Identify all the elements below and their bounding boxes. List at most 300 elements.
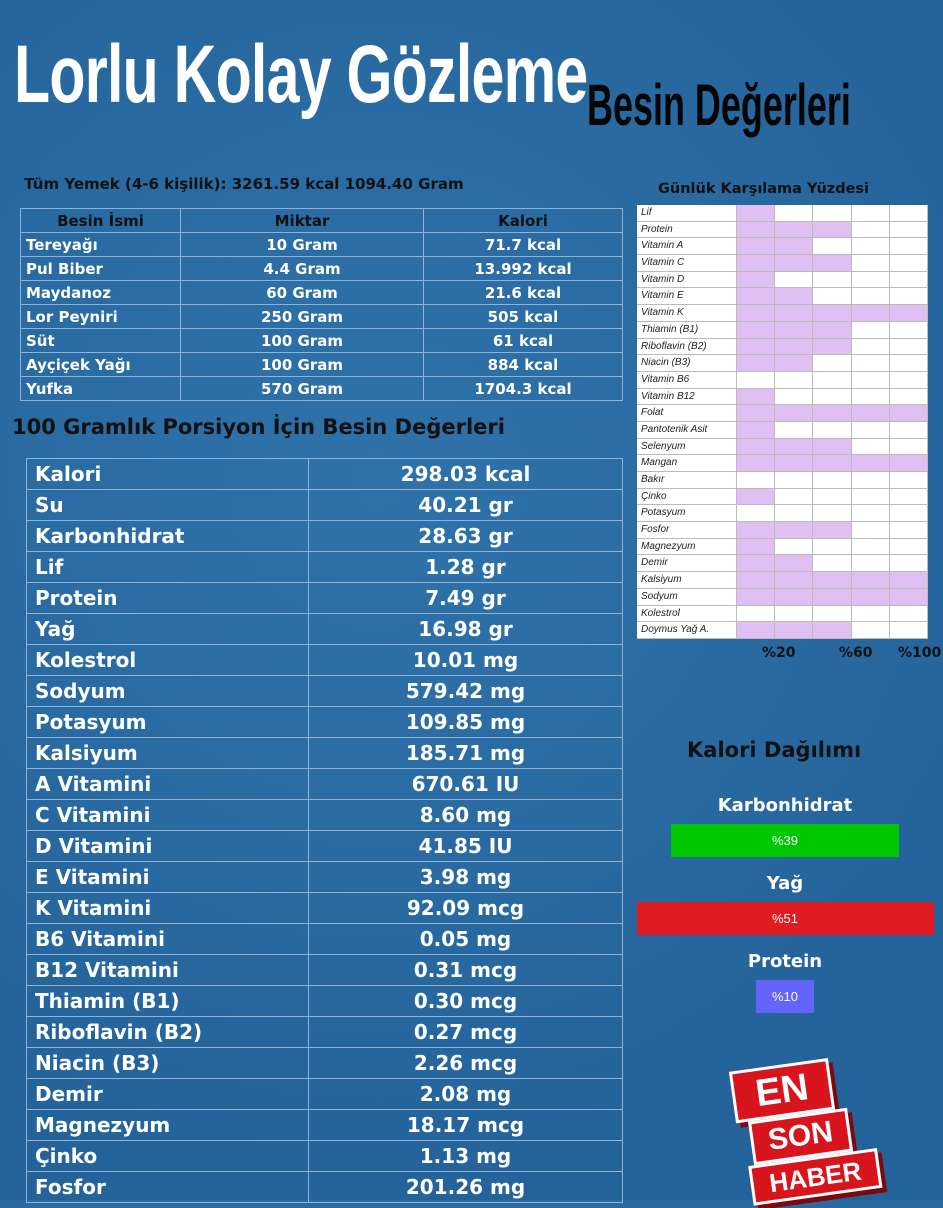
- nutrient-value: 201.26 mg: [309, 1172, 623, 1203]
- bar-segment: [737, 455, 775, 471]
- grid-cell: [852, 355, 890, 371]
- ensonhaber-logo: [721, 1052, 885, 1199]
- category-label: Folat: [637, 405, 737, 421]
- table-row: [27, 893, 623, 924]
- table-cell: Yufka: [21, 377, 181, 401]
- category-label: Mangan: [637, 455, 737, 471]
- table-cell: 61 kcal: [424, 329, 623, 353]
- table-cell: 60 Gram: [181, 281, 424, 305]
- nutrient-name: Riboflavin (B2): [27, 1017, 309, 1048]
- table-row: [27, 924, 623, 955]
- table-cell: 100 Gram: [181, 353, 424, 377]
- calorie-bar: %10: [756, 980, 814, 1013]
- grid-cell: [890, 472, 928, 488]
- nutrient-name: D Vitamini: [27, 831, 309, 862]
- nutrients-table: [26, 458, 623, 1203]
- grid-cell: [813, 205, 851, 221]
- grid-cell: [813, 389, 851, 405]
- nutrient-value: 92.09 mcg: [309, 893, 623, 924]
- chart-row: [637, 222, 928, 239]
- page-title: Lorlu Kolay Gözleme: [14, 29, 588, 120]
- bar-segment: [737, 205, 775, 221]
- table-row: [21, 353, 623, 377]
- category-label: Kolestrol: [637, 606, 737, 622]
- category-label: Riboflavin (B2): [637, 339, 737, 355]
- table-cell: 505 kcal: [424, 305, 623, 329]
- table-row: [21, 329, 623, 353]
- grid-cell: [775, 272, 813, 288]
- grid-cell: [813, 606, 851, 622]
- grid-cell: [813, 422, 851, 438]
- bar-segment: [775, 355, 813, 371]
- bar-segment: [737, 272, 775, 288]
- grid-cell: [852, 472, 890, 488]
- chart-row: [637, 288, 928, 305]
- bar-segment: [852, 589, 890, 605]
- bar-segment: [852, 405, 890, 421]
- table-row: [27, 986, 623, 1017]
- table-row: [27, 645, 623, 676]
- table-cell: Pul Biber: [21, 257, 181, 281]
- column-header: Besin İsmi: [21, 209, 181, 233]
- nutrient-value: 0.27 mcg: [309, 1017, 623, 1048]
- grid-cell: [737, 472, 775, 488]
- nutrient-name: E Vitamini: [27, 862, 309, 893]
- grid-cell: [890, 255, 928, 271]
- nutrient-name: C Vitamini: [27, 800, 309, 831]
- table-row: [27, 552, 623, 583]
- grid-cell: [852, 539, 890, 555]
- bar-segment: [775, 255, 813, 271]
- chart-row: [637, 255, 928, 272]
- nutrient-value: 16.98 gr: [309, 614, 623, 645]
- bar-label: Yağ: [766, 873, 804, 894]
- nutrient-value: 41.85 IU: [309, 831, 623, 862]
- table-row: [27, 738, 623, 769]
- nutrient-value: 0.31 mcg: [309, 955, 623, 986]
- category-label: Fosfor: [637, 522, 737, 538]
- chart-row: [637, 272, 928, 289]
- category-label: Protein: [637, 222, 737, 238]
- table-row: [27, 583, 623, 614]
- nutrient-value: 40.21 gr: [309, 490, 623, 521]
- grid-cell: [813, 288, 851, 304]
- table-cell: Ayçiçek Yağı: [21, 353, 181, 377]
- calorie-bar: %39: [671, 824, 898, 857]
- bar-segment: [852, 572, 890, 588]
- table-row: [27, 831, 623, 862]
- table-cell: Maydanoz: [21, 281, 181, 305]
- table-row: [27, 490, 623, 521]
- grid-cell: [813, 555, 851, 571]
- grid-cell: [890, 372, 928, 388]
- grid-cell: [852, 222, 890, 238]
- grid-cell: [737, 372, 775, 388]
- bar-segment: [813, 305, 851, 321]
- bar-segment: [737, 305, 775, 321]
- grid-cell: [852, 288, 890, 304]
- grid-cell: [775, 489, 813, 505]
- nutrient-name: Lif: [27, 552, 309, 583]
- grid-cell: [775, 539, 813, 555]
- nutrient-value: 1.13 mg: [309, 1141, 623, 1172]
- grid-cell: [852, 505, 890, 521]
- chart-row: [637, 606, 928, 623]
- table-row: [27, 955, 623, 986]
- chart-row: [637, 305, 928, 322]
- table-row: [27, 1141, 623, 1172]
- chart-row: [637, 372, 928, 389]
- chart-row: [637, 355, 928, 372]
- table-row: [21, 257, 623, 281]
- grid-cell: [890, 606, 928, 622]
- chart-row: [637, 555, 928, 572]
- grid-cell: [890, 205, 928, 221]
- nutrient-name: A Vitamini: [27, 769, 309, 800]
- chart-row: [637, 572, 928, 589]
- table-cell: 21.6 kcal: [424, 281, 623, 305]
- chart-row: [637, 389, 928, 406]
- grid-cell: [737, 606, 775, 622]
- grid-cell: [890, 439, 928, 455]
- nutrient-name: K Vitamini: [27, 893, 309, 924]
- grid-cell: [813, 472, 851, 488]
- nutrient-value: 0.05 mg: [309, 924, 623, 955]
- bar-segment: [813, 339, 851, 355]
- grid-cell: [852, 389, 890, 405]
- grid-cell: [775, 606, 813, 622]
- nutrient-name: Sodyum: [27, 676, 309, 707]
- chart-row: [637, 339, 928, 356]
- bar-segment: [737, 539, 775, 555]
- category-label: Vitamin K: [637, 305, 737, 321]
- nutrient-value: 18.17 mcg: [309, 1110, 623, 1141]
- chart-row: [637, 205, 928, 222]
- nutrient-name: Protein: [27, 583, 309, 614]
- nutrient-value: 2.26 mcg: [309, 1048, 623, 1079]
- category-label: Thiamin (B1): [637, 322, 737, 338]
- nutrient-value: 579.42 mg: [309, 676, 623, 707]
- table-cell: Lor Peyniri: [21, 305, 181, 329]
- grid-cell: [890, 339, 928, 355]
- grid-cell: [890, 322, 928, 338]
- bar-segment: [813, 522, 851, 538]
- grid-cell: [737, 505, 775, 521]
- table-cell: Tereyağı: [21, 233, 181, 257]
- bar-segment: [775, 405, 813, 421]
- ingredients-table: [20, 208, 623, 401]
- grid-cell: [852, 238, 890, 254]
- grid-cell: [852, 272, 890, 288]
- calorie-bar: %51: [637, 902, 934, 935]
- category-label: Magnezyum: [637, 539, 737, 555]
- table-row: [27, 800, 623, 831]
- grid-cell: [813, 372, 851, 388]
- category-label: Potasyum: [637, 505, 737, 521]
- table-row: [27, 521, 623, 552]
- bar-segment: [737, 288, 775, 304]
- table-row: [27, 614, 623, 645]
- bar-segment: [775, 322, 813, 338]
- nutrient-name: B12 Vitamini: [27, 955, 309, 986]
- grid-cell: [852, 205, 890, 221]
- category-label: Vitamin B12: [637, 389, 737, 405]
- category-label: Vitamin B6: [637, 372, 737, 388]
- category-label: Vitamin C: [637, 255, 737, 271]
- grid-cell: [813, 355, 851, 371]
- chart-row: [637, 505, 928, 522]
- nutrient-name: Kalsiyum: [27, 738, 309, 769]
- chart-row: [637, 622, 928, 639]
- table-cell: 570 Gram: [181, 377, 424, 401]
- bar-segment: [813, 405, 851, 421]
- category-label: Lif: [637, 205, 737, 221]
- bar-segment: [737, 589, 775, 605]
- bar-segment: [775, 288, 813, 304]
- table-row: [27, 707, 623, 738]
- nutrient-name: Su: [27, 490, 309, 521]
- bar-segment: [737, 555, 775, 571]
- logo-text: HABER: [748, 1148, 882, 1206]
- grid-cell: [890, 288, 928, 304]
- grid-cell: [890, 555, 928, 571]
- grid-cell: [890, 489, 928, 505]
- bar-segment: [737, 572, 775, 588]
- chart-row: [637, 455, 928, 472]
- table-row: [21, 233, 623, 257]
- column-header: Kalori: [424, 209, 623, 233]
- table-cell: Süt: [21, 329, 181, 353]
- bar-segment: [775, 305, 813, 321]
- nutrient-name: Karbonhidrat: [27, 521, 309, 552]
- table-cell: 71.7 kcal: [424, 233, 623, 257]
- nutrient-value: 2.08 mg: [309, 1079, 623, 1110]
- table-cell: 4.4 Gram: [181, 257, 424, 281]
- bar-segment: [737, 355, 775, 371]
- table-row: [21, 305, 623, 329]
- grid-cell: [775, 205, 813, 221]
- bar-segment: [775, 455, 813, 471]
- nutrient-name: Kolestrol: [27, 645, 309, 676]
- bar-segment: [737, 422, 775, 438]
- nutrient-value: 7.49 gr: [309, 583, 623, 614]
- table-cell: 10 Gram: [181, 233, 424, 257]
- bar-segment: [775, 238, 813, 254]
- bar-segment: [737, 322, 775, 338]
- grid-cell: [852, 522, 890, 538]
- nutrient-value: 670.61 IU: [309, 769, 623, 800]
- total-summary: Tüm Yemek (4-6 kişilik): 3261.59 kcal 1094.40 Gram: [24, 175, 464, 193]
- nutrient-name: Thiamin (B1): [27, 986, 309, 1017]
- table-row: [27, 1048, 623, 1079]
- nutrient-value: 10.01 mg: [309, 645, 623, 676]
- nutrient-name: Yağ: [27, 614, 309, 645]
- grid-cell: [890, 272, 928, 288]
- table-cell: 13.992 kcal: [424, 257, 623, 281]
- grid-cell: [775, 505, 813, 521]
- table-cell: 250 Gram: [181, 305, 424, 329]
- bar-label: Karbonhidrat: [717, 795, 853, 816]
- nutrient-name: Potasyum: [27, 707, 309, 738]
- bar-segment: [775, 555, 813, 571]
- table-cell: 1704.3 kcal: [424, 377, 623, 401]
- bar-segment: [737, 622, 775, 638]
- category-label: Vitamin D: [637, 272, 737, 288]
- bar-segment: [775, 222, 813, 238]
- grid-cell: [890, 389, 928, 405]
- axis-tick-label: %60: [839, 645, 873, 661]
- table-row: [27, 1110, 623, 1141]
- bar-segment: [813, 589, 851, 605]
- nutrient-value: 28.63 gr: [309, 521, 623, 552]
- table-row: [27, 769, 623, 800]
- table-cell: 100 Gram: [181, 329, 424, 353]
- bar-segment: [775, 622, 813, 638]
- chart-row: [637, 472, 928, 489]
- grid-cell: [890, 222, 928, 238]
- bar-label: Protein: [747, 951, 823, 972]
- bar-segment: [890, 455, 928, 471]
- grid-cell: [890, 522, 928, 538]
- bar-segment: [852, 305, 890, 321]
- nutrient-value: 109.85 mg: [309, 707, 623, 738]
- bar-segment: [737, 238, 775, 254]
- axis-tick-label: %100: [898, 645, 942, 661]
- nutrient-name: Çinko: [27, 1141, 309, 1172]
- page-subtitle: Besin Değerleri: [587, 73, 851, 138]
- chart-row: [637, 539, 928, 556]
- bar-segment: [813, 322, 851, 338]
- grid-cell: [813, 238, 851, 254]
- grid-cell: [890, 505, 928, 521]
- grid-cell: [852, 555, 890, 571]
- bar-segment: [737, 255, 775, 271]
- nutrient-value: 185.71 mg: [309, 738, 623, 769]
- grid-cell: [890, 355, 928, 371]
- logo-text: EN: [729, 1058, 835, 1123]
- bar-segment: [775, 522, 813, 538]
- grid-cell: [813, 505, 851, 521]
- bar-segment: [813, 439, 851, 455]
- chart-title: Günlük Karşılama Yüzdesi: [658, 181, 870, 197]
- category-label: Kalsiyum: [637, 572, 737, 588]
- bar-segment: [737, 339, 775, 355]
- chart-row: [637, 422, 928, 439]
- category-label: Çinko: [637, 489, 737, 505]
- grid-cell: [852, 622, 890, 638]
- bar-segment: [737, 489, 775, 505]
- bar-segment: [813, 222, 851, 238]
- category-label: Vitamin A: [637, 238, 737, 254]
- nutrient-name: Kalori: [27, 459, 309, 490]
- chart-row: [637, 322, 928, 339]
- chart-row: [637, 522, 928, 539]
- chart-row: [637, 439, 928, 456]
- bar-segment: [737, 439, 775, 455]
- nutrient-value: 0.30 mcg: [309, 986, 623, 1017]
- grid-cell: [852, 322, 890, 338]
- table-cell: 884 kcal: [424, 353, 623, 377]
- nutrient-value: 3.98 mg: [309, 862, 623, 893]
- bar-segment: [813, 572, 851, 588]
- nutrient-name: Demir: [27, 1079, 309, 1110]
- grid-cell: [775, 372, 813, 388]
- grid-cell: [852, 339, 890, 355]
- category-label: Niacin (B3): [637, 355, 737, 371]
- grid-cell: [852, 422, 890, 438]
- bar-segment: [737, 405, 775, 421]
- nutrient-name: Fosfor: [27, 1172, 309, 1203]
- grid-cell: [852, 489, 890, 505]
- table-row: [27, 1017, 623, 1048]
- grid-cell: [813, 489, 851, 505]
- axis-tick-label: %20: [762, 645, 796, 661]
- table-row: [27, 862, 623, 893]
- category-label: Pantotenik Asit: [637, 422, 737, 438]
- bar-segment: [852, 455, 890, 471]
- grid-cell: [890, 539, 928, 555]
- bar-segment: [775, 439, 813, 455]
- grid-cell: [852, 606, 890, 622]
- calorie-distribution-title: Kalori Dağılımı: [687, 738, 862, 762]
- nutrient-name: Niacin (B3): [27, 1048, 309, 1079]
- bar-segment: [775, 572, 813, 588]
- nutrient-name: Magnezyum: [27, 1110, 309, 1141]
- bar-segment: [775, 589, 813, 605]
- category-label: Sodyum: [637, 589, 737, 605]
- bar-segment: [890, 572, 928, 588]
- table-row: [27, 1079, 623, 1110]
- table-row: [27, 459, 623, 490]
- chart-row: [637, 405, 928, 422]
- bar-segment: [737, 222, 775, 238]
- grid-cell: [813, 272, 851, 288]
- chart-row: [637, 589, 928, 606]
- bar-segment: [813, 622, 851, 638]
- nutrient-value: 1.28 gr: [309, 552, 623, 583]
- bar-segment: [737, 522, 775, 538]
- grid-cell: [890, 622, 928, 638]
- grid-cell: [775, 422, 813, 438]
- bar-segment: [890, 405, 928, 421]
- grid-cell: [775, 472, 813, 488]
- grid-cell: [852, 255, 890, 271]
- bar-segment: [890, 589, 928, 605]
- nutrient-value: 298.03 kcal: [309, 459, 623, 490]
- bar-segment: [813, 455, 851, 471]
- daily-percentage-chart: [637, 205, 928, 639]
- grid-cell: [852, 372, 890, 388]
- bar-segment: [890, 305, 928, 321]
- logo-text: SON: [748, 1108, 853, 1165]
- category-label: Doymus Yağ A.: [637, 622, 737, 638]
- chart-row: [637, 238, 928, 255]
- category-label: Bakır: [637, 472, 737, 488]
- nutrient-value: 8.60 mg: [309, 800, 623, 831]
- column-header: Miktar: [181, 209, 424, 233]
- table-row: [21, 281, 623, 305]
- grid-cell: [852, 439, 890, 455]
- bar-segment: [775, 339, 813, 355]
- grid-cell: [890, 422, 928, 438]
- grid-cell: [890, 238, 928, 254]
- category-label: Selenyum: [637, 439, 737, 455]
- table-row: [21, 377, 623, 401]
- grid-cell: [775, 389, 813, 405]
- table-row: [27, 676, 623, 707]
- nutrient-name: B6 Vitamini: [27, 924, 309, 955]
- section-title: 100 Gramlık Porsiyon İçin Besin Değerleri: [12, 415, 505, 439]
